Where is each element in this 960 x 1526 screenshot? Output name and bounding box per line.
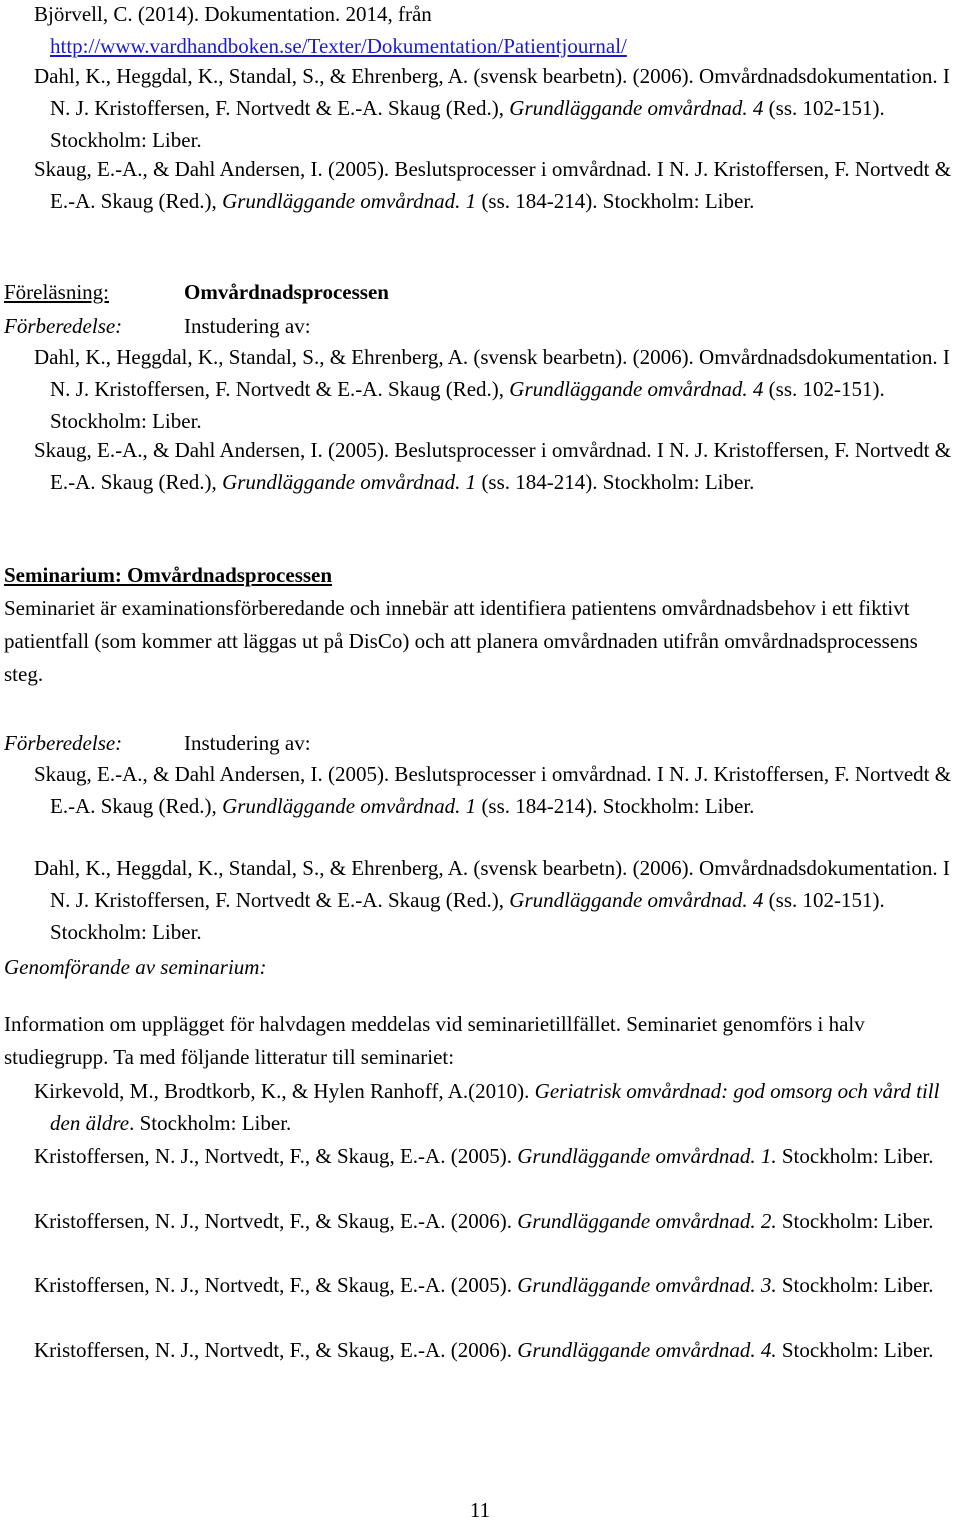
seminar-description: Seminariet är examinationsförberedande och innebär att identifiera patientens omvårdnadsbehov i ett fiktivt patientfall (som kommer att läggas ut på DisCo) och att planera omvårdnaden utifrån omvårdnadsprocessens steg.: [4, 596, 918, 686]
literature-item: Kirkevold, M., Brodtkorb, K., & Hylen Ranhoff, A.(2010). Geriatrisk omvårdnad: god omsorg och vård till den äldre. Stockholm: Liber.: [34, 1079, 940, 1135]
seminar-execution-text: Information om upplägget för halvdagen meddelas vid seminarietillfället. Seminariet genomförs i halv studiegrupp. Ta med följande litteratur till seminariet:: [4, 1012, 865, 1069]
lecture-prep-label: Förberedelse:: [4, 314, 123, 338]
lecture-reference-skaug: Skaug, E.-A., & Dahl Andersen, I. (2005). Beslutsprocesser i omvårdnad. I N. J. Kristoffersen, F. Nortvedt & E.-A. Skaug (Red.), Grundläggande omvårdnad. 1 (ss. 184-214). Stockholm: Liber.: [34, 438, 952, 494]
lecture-reference-dahl: Dahl, K., Heggdal, K., Standal, S., & Ehrenberg, A. (svensk bearbetn). (2006). Omvårdnadsdokumentation. I N. J. Kristoffersen, F. Nortvedt & E.-A. Skaug (Red.), Grundläggande omvårdnad. 4 (ss. 102-151). Stockholm: Liber.: [34, 345, 950, 433]
reference-skaug: Skaug, E.-A., & Dahl Andersen, I. (2005). Beslutsprocesser i omvårdnad. I N. J. Kristoffersen, F. Nortvedt & E.-A. Skaug (Red.), Grundläggande omvårdnad. 1 (ss. 184-214). Stockholm: Liber.: [34, 157, 952, 213]
seminar-execution-label: Genomförande av seminarium:: [4, 955, 267, 979]
literature-item: Kristoffersen, N. J., Nortvedt, F., & Skaug, E.-A. (2005). Grundläggande omvårdnad. 1. Stockholm: Liber.: [34, 1144, 934, 1168]
literature-item: Kristoffersen, N. J., Nortvedt, F., & Skaug, E.-A. (2006). Grundläggande omvårdnad. 2. Stockholm: Liber.: [34, 1209, 934, 1233]
seminar-reference-dahl: Dahl, K., Heggdal, K., Standal, S., & Ehrenberg, A. (svensk bearbetn). (2006). Omvårdnadsdokumentation. I N. J. Kristoffersen, F. Nortvedt & E.-A. Skaug (Red.), Grundläggande omvårdnad. 4 (ss. 102-151). Stockholm: Liber.: [34, 856, 950, 944]
reference-bjorvell: Björvell, C. (2014). Dokumentation. 2014, från http://www.vardhandboken.se/Texter/Dokumentation/Patientjournal/: [34, 2, 627, 58]
reference-dahl: Dahl, K., Heggdal, K., Standal, S., & Ehrenberg, A. (svensk bearbetn). (2006). Omvårdnadsdokumentation. I N. J. Kristoffersen, F. Nortvedt & E.-A. Skaug (Red.), Grundläggande omvårdnad. 4 (ss. 102-151). Stockholm: Liber.: [34, 64, 950, 152]
lecture-prep-value: Instudering av:: [184, 314, 311, 338]
reference-link[interactable]: http://www.vardhandboken.se/Texter/Dokumentation/Patientjournal/: [50, 34, 627, 58]
seminar-prep-value: Instudering av:: [184, 731, 311, 755]
lecture-label: Föreläsning:: [4, 280, 109, 304]
literature-item: Kristoffersen, N. J., Nortvedt, F., & Skaug, E.-A. (2005). Grundläggande omvårdnad. 3. Stockholm: Liber.: [34, 1273, 934, 1297]
lecture-title: Omvårdnadsprocessen: [184, 280, 389, 304]
seminar-reference-skaug: Skaug, E.-A., & Dahl Andersen, I. (2005). Beslutsprocesser i omvårdnad. I N. J. Kristoffersen, F. Nortvedt & E.-A. Skaug (Red.), Grundläggande omvårdnad. 1 (ss. 184-214). Stockholm: Liber.: [34, 762, 952, 818]
seminar-heading: Seminarium: Omvårdnadsprocessen: [4, 563, 333, 587]
seminar-prep-label: Förberedelse:: [4, 731, 123, 755]
literature-item: Kristoffersen, N. J., Nortvedt, F., & Skaug, E.-A. (2006). Grundläggande omvårdnad. 4. Stockholm: Liber.: [34, 1338, 934, 1362]
page-number: 11: [469, 1498, 491, 1522]
